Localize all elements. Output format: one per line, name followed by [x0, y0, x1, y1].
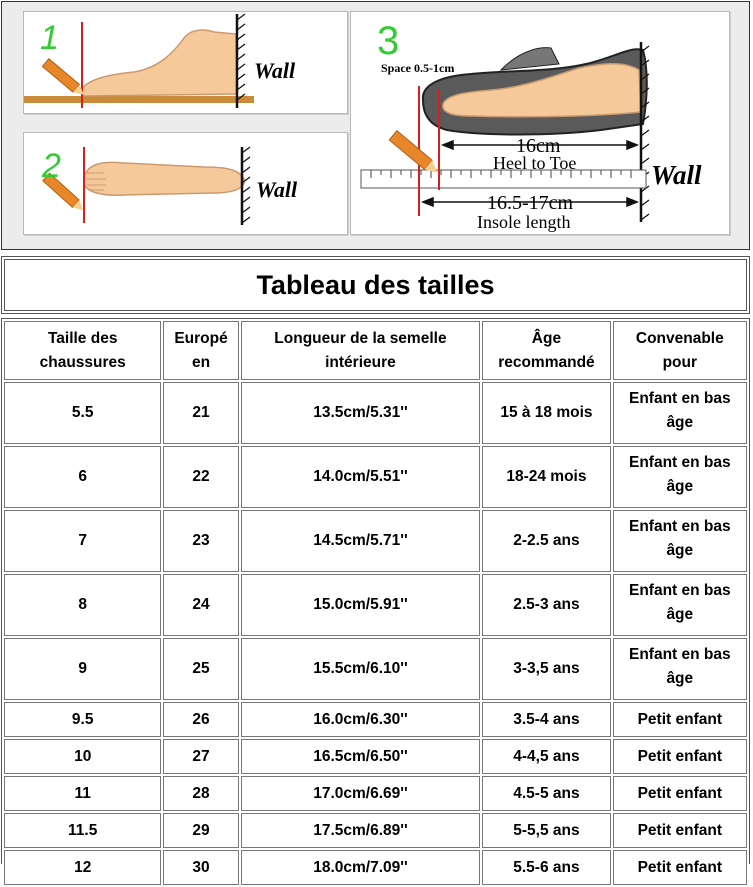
cell-insole: 17.0cm/6.69'' [241, 776, 481, 811]
cell-insole: 16.0cm/6.30'' [241, 702, 481, 737]
table-row [4, 510, 747, 572]
cell-age: 2.5-3 ans [482, 574, 610, 636]
header-eu: Europé en [163, 321, 238, 380]
cell-eu: 25 [163, 638, 238, 700]
measurement-guide [1, 1, 750, 250]
size-table [2, 319, 749, 887]
shoe-strap [501, 48, 559, 70]
cell-size: 10 [4, 739, 161, 774]
cell-size: 7 [4, 510, 161, 572]
insole-length-value: 16.5-17cm [487, 192, 574, 214]
cell-size: 12 [4, 850, 161, 885]
table-header-row [4, 321, 747, 380]
cell-age: 3.5-4 ans [482, 702, 610, 737]
cell-fit: Enfant en bas âge [613, 638, 747, 700]
cell-eu: 30 [163, 850, 238, 885]
cell-age: 3-3,5 ans [482, 638, 610, 700]
cell-insole: 17.5cm/6.89'' [241, 813, 481, 848]
insole-length-label: Insole length [477, 212, 571, 232]
foot-side-illustration [24, 12, 349, 115]
cell-eu: 24 [163, 574, 238, 636]
table-row [4, 702, 747, 737]
cell-age: 5.5-6 ans [482, 850, 610, 885]
cell-age: 15 à 18 mois [482, 382, 610, 444]
step-1-number: 1 [40, 19, 59, 57]
cell-fit: Petit enfant [613, 813, 747, 848]
cell-eu: 22 [163, 446, 238, 508]
cell-insole: 13.5cm/5.31'' [241, 382, 481, 444]
table-row [4, 850, 747, 885]
cell-fit: Enfant en bas âge [613, 446, 747, 508]
heel-to-toe-label: Heel to Toe [493, 153, 577, 173]
table-row [4, 776, 747, 811]
table-row [4, 813, 747, 848]
cell-eu: 23 [163, 510, 238, 572]
cell-fit: Petit enfant [613, 702, 747, 737]
cell-size: 11 [4, 776, 161, 811]
size-table-wrapper [1, 318, 750, 876]
cell-insole: 16.5cm/6.50'' [241, 739, 481, 774]
cell-size: 9 [4, 638, 161, 700]
step-2-panel [23, 132, 348, 235]
title-frame [4, 259, 747, 311]
floor-board [24, 96, 254, 103]
cell-size: 8 [4, 574, 161, 636]
cell-size: 5.5 [4, 382, 161, 444]
table-row [4, 446, 747, 508]
cell-fit: Enfant en bas âge [613, 510, 747, 572]
wall-label: Wall [254, 58, 296, 83]
cell-fit: Enfant en bas âge [613, 574, 747, 636]
cell-fit: Petit enfant [613, 739, 747, 774]
pencil-icon [42, 59, 87, 99]
wall-label: Wall [651, 160, 702, 190]
cell-size: 11.5 [4, 813, 161, 848]
table-row [4, 382, 747, 444]
step-3-panel [350, 11, 730, 235]
cell-fit: Enfant en bas âge [613, 382, 747, 444]
header-fit: Convenable pour [613, 321, 747, 380]
cell-eu: 28 [163, 776, 238, 811]
cell-insole: 14.0cm/5.51'' [241, 446, 481, 508]
cell-eu: 29 [163, 813, 238, 848]
wall-label: Wall [256, 177, 298, 202]
cell-insole: 14.5cm/5.71'' [241, 510, 481, 572]
header-age: Âge recommandé [482, 321, 610, 380]
title-box [1, 256, 750, 314]
table-row [4, 638, 747, 700]
shoe-measure-illustration [351, 12, 731, 236]
cell-size: 9.5 [4, 702, 161, 737]
table-row [4, 574, 747, 636]
step-1-panel [23, 11, 348, 114]
cell-fit: Petit enfant [613, 850, 747, 885]
cell-age: 2-2.5 ans [482, 510, 610, 572]
cell-eu: 26 [163, 702, 238, 737]
cell-size: 6 [4, 446, 161, 508]
table-row [4, 739, 747, 774]
space-label: Space 0.5-1cm [381, 61, 455, 75]
foot-side-shape [80, 30, 237, 96]
step-2-number: 2 [42, 147, 61, 185]
cell-insole: 15.5cm/6.10'' [241, 638, 481, 700]
header-size: Taille des chaussures [4, 321, 161, 380]
cell-eu: 27 [163, 739, 238, 774]
cell-insole: 15.0cm/5.91'' [241, 574, 481, 636]
cell-fit: Petit enfant [613, 776, 747, 811]
foot-top-shape [84, 162, 244, 195]
foot-top-illustration [24, 133, 349, 236]
header-insole: Longueur de la semelle intérieure [241, 321, 481, 380]
cell-age: 4.5-5 ans [482, 776, 610, 811]
page-title: Tableau des tailles [256, 269, 495, 300]
cell-eu: 21 [163, 382, 238, 444]
cell-age: 4-4,5 ans [482, 739, 610, 774]
cell-insole: 18.0cm/7.09'' [241, 850, 481, 885]
step-3-number: 3 [377, 19, 400, 63]
cell-age: 5-5,5 ans [482, 813, 610, 848]
heel-to-toe-value: 16cm [516, 135, 561, 157]
cell-age: 18-24 mois [482, 446, 610, 508]
